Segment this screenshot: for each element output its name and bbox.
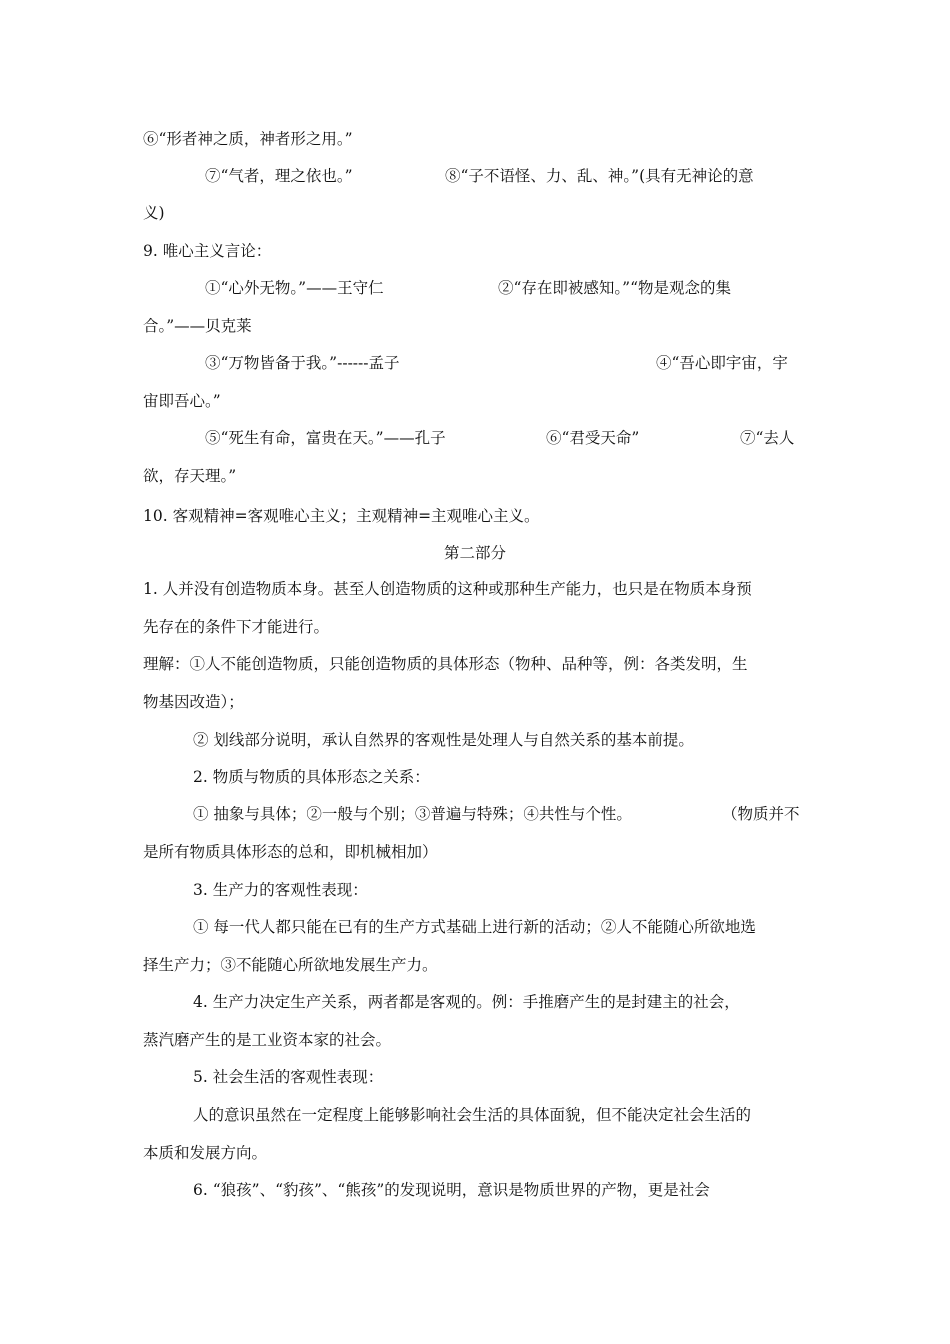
text-line: 择生产力；③不能随心所欲地发展生产力。 [143, 956, 438, 974]
text-line: 6. “狼孩”、“豹孩”、“熊孩”的发现说明，意识是物质世界的产物，更是社会 [193, 1181, 710, 1199]
text-line: （物质并不 [722, 805, 800, 823]
text-line: 9. 唯心主义言论： [143, 242, 272, 260]
text-line: ⑥“形者神之质，神者形之用。” [143, 130, 353, 148]
text-line: 先存在的条件下才能进行。 [143, 618, 330, 636]
text-line: 欲，存天理。” [143, 467, 237, 485]
text-line: ① 每一代人都只能在已有的生产方式基础上进行新的活动；②人不能随心所欲地选 [193, 918, 756, 936]
text-line: 是所有物质具体形态的总和，即机械相加） [143, 843, 438, 861]
text-line: 理解：①人不能创造物质，只能创造物质的具体形态（物种、品种等，例：各类发明，生 [143, 655, 748, 673]
text-line: ① 抽象与具体；②一般与个别；③普遍与特殊；④共性与个性。 [193, 805, 632, 823]
text-line: ④“吾心即宇宙，宇 [656, 354, 788, 372]
text-line: 物基因改造）； [143, 693, 244, 711]
text-line: ①“心外无物。”——王守仁 [205, 279, 384, 297]
text-line: ⑤“死生有命，富贵在天。”——孔子 [205, 429, 446, 447]
text-line: 人的意识虽然在一定程度上能够影响社会生活的具体面貌，但不能决定社会生活的 [193, 1106, 752, 1124]
text-line: ② 划线部分说明，承认自然界的客观性是处理人与自然关系的基本前提。 [193, 731, 694, 749]
text-line: ⑦“去人 [740, 429, 795, 447]
text-line: 1. 人并没有创造物质本身。甚至人创造物质的这种或那种生产能力，也只是在物质本身预 [143, 580, 752, 598]
text-line: 宙即吾心。” [143, 392, 221, 410]
text-line: ②“存在即被感知。”“物是观念的集 [498, 279, 732, 297]
text-line: 合。”——贝克莱 [143, 317, 252, 335]
text-line: ③“万物皆备于我。”------孟子 [205, 354, 400, 372]
text-line: 10. 客观精神=客观唯心主义；主观精神=主观唯心主义。 [143, 507, 540, 525]
text-line: 本质和发展方向。 [143, 1144, 268, 1162]
section-title: 第二部分 [443, 544, 506, 562]
text-line: 义) [143, 204, 165, 222]
text-line: 蒸汽磨产生的是工业资本家的社会。 [143, 1031, 392, 1049]
text-line: 4. 生产力决定生产关系，两者都是客观的。例：手推磨产生的是封建主的社会， [193, 993, 740, 1011]
text-line: ⑦“气者，理之依也。” [205, 167, 353, 185]
text-line: ⑧“子不语怪、力、乱、神。”(具有无神论的意 [445, 167, 754, 185]
text-line: ⑥“君受天命” [546, 429, 640, 447]
text-line: 3. 生产力的客观性表现： [193, 881, 368, 899]
text-line: 2. 物质与物质的具体形态之关系： [193, 768, 430, 786]
text-line: 5. 社会生活的客观性表现： [193, 1068, 384, 1086]
